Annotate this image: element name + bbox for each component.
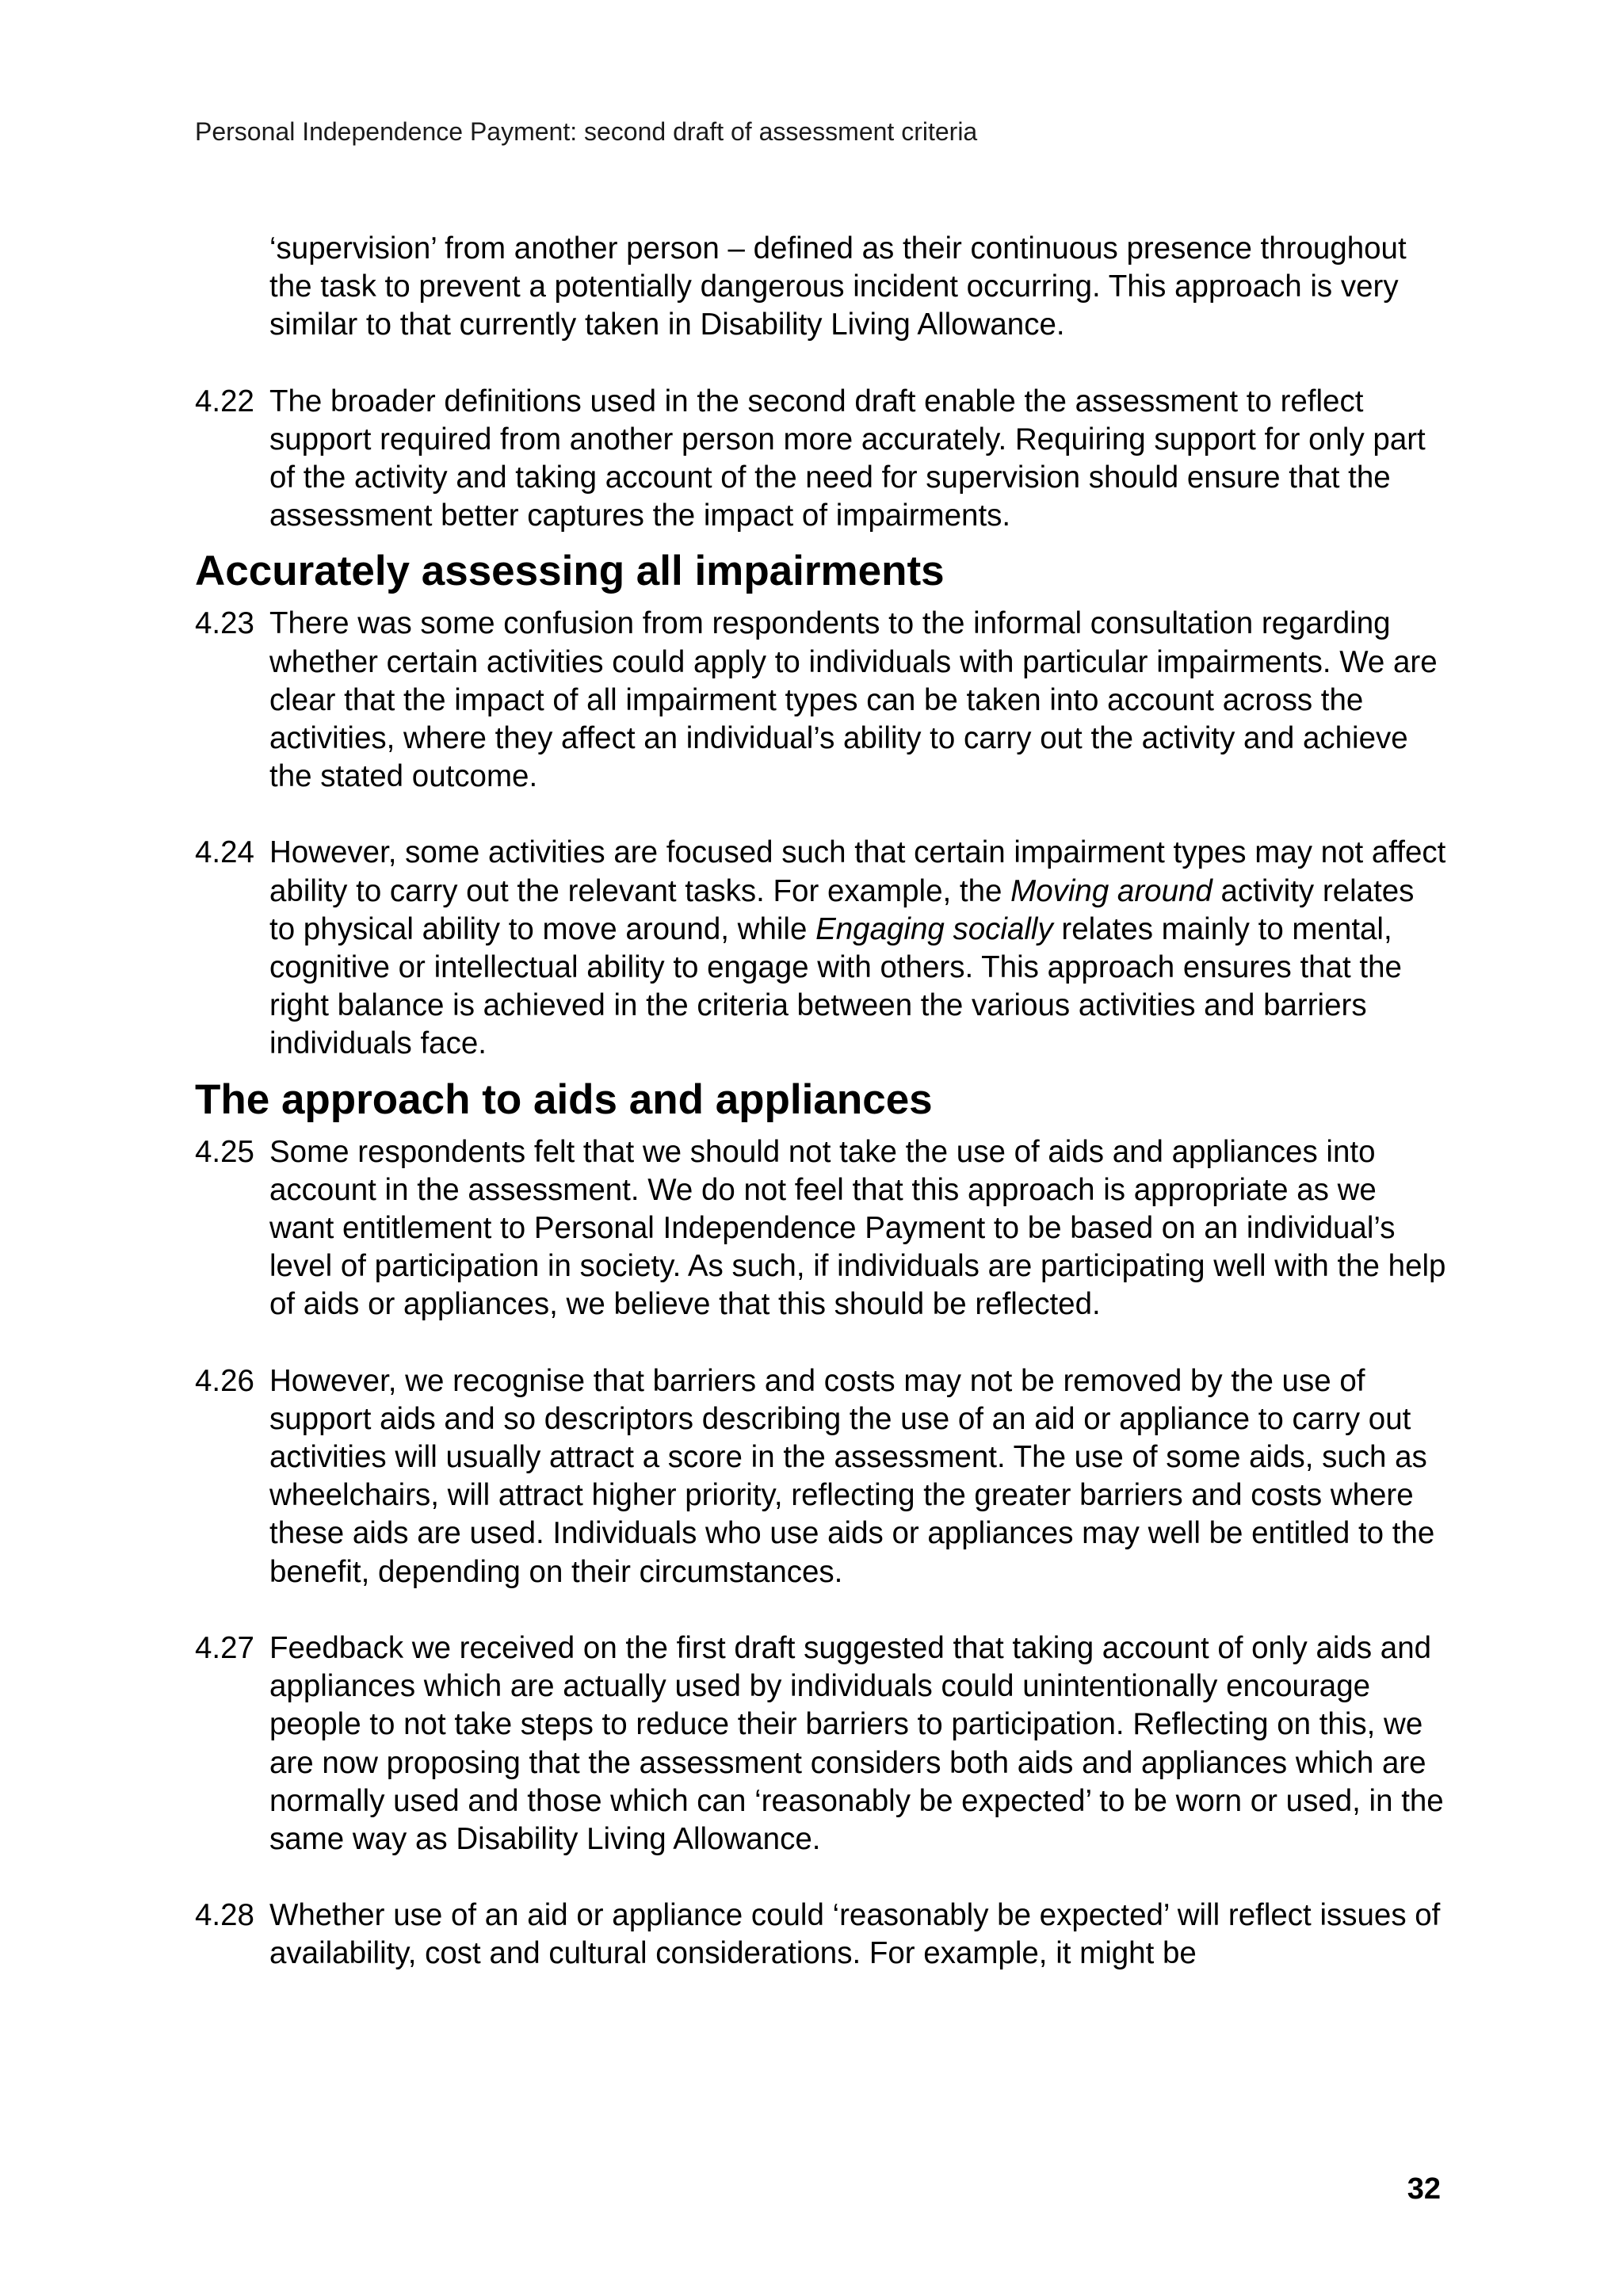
italic-term-moving-around: Moving around: [1010, 873, 1212, 908]
paragraph-4-24: [195, 834, 1447, 1063]
text-segment: relates mainly to mental, cognitive or intellectual ability to engage with others. This approach ensures that the right balance is achieved in the criteria between the various activities and barriers individuals face.: [269, 911, 1402, 1061]
paragraph-text: ‘supervision’ from another person – defined as their continuous presence throughout the task to prevent a potentially dangerous incident occurring. This approach is very similar to that currently taken in Disability Living Allowance.: [269, 231, 1407, 342]
italic-term-engaging-socially: Engaging socially: [815, 911, 1053, 946]
paragraph-text: There was some confusion from respondents to the informal consultation regarding whether certain activities could apply to individuals with particular impairments. We are clear that the impact of all impairment types can be taken into account across the activities, where they affect an individual’s ability to carry out the activity and achieve the stated outcome.: [269, 606, 1438, 794]
paragraph-4-25: [195, 1133, 1447, 1324]
paragraph-text: However, we recognise that barriers and costs may not be removed by the use of support aids and so descriptors describing the use of an aid or appliance to carry out activities will usually attract a score in the assessment. The use of some aids, such as wheelchairs, will attract higher priority, reflecting the greater barriers and costs where these aids are used. Individuals who use aids or appliances may well be entitled to the benefit, depending on their circumstances.: [269, 1363, 1435, 1589]
paragraph-number: 4.25: [195, 1134, 254, 1169]
paragraph-number: 4.26: [195, 1363, 254, 1398]
paragraph-text: Some respondents felt that we should not take the use of aids and appliances into account in the assessment. We do not feel that this approach is appropriate as we want entitlement to Personal Independence Payment to be based on an individual’s level of participation in society. As such, if individuals are participating well with the help of aids or appliances, we believe that this should be reflected.: [269, 1134, 1446, 1322]
paragraph-number: 4.24: [195, 835, 254, 870]
paragraph-4-26: [195, 1362, 1447, 1591]
paragraph-number: 4.27: [195, 1630, 254, 1665]
paragraph-text: The broader definitions used in the second draft enable the assessment to reflect support required from another person more accurately. Requiring support for only part of the activity and taking account of the need for supervision should ensure that the assessment better captures the impact of impairments.: [269, 384, 1426, 533]
section-heading-aids: The approach to aids and appliances: [195, 1075, 933, 1123]
document-body: [195, 230, 1447, 2011]
paragraph-4-22: [195, 383, 1447, 536]
paragraph-4-23: [195, 605, 1447, 796]
paragraph-4-28: [195, 1897, 1447, 1973]
paragraph-text: Feedback we received on the first draft suggested that taking account of only aids and appliances which are actually used by individuals could unintentionally encourage people to not take steps to reduce their barriers to participation. Reflecting on this, we are now proposing that the assessment considers both aids and appliances which are normally used and those which can ‘reasonably be expected’ to be worn or used, in the same way as Disability Living Allowance.: [269, 1630, 1444, 1856]
paragraph-number: 4.28: [195, 1898, 254, 1933]
page-number: 32: [1407, 2172, 1441, 2206]
running-header: Personal Independence Payment: second draft of assessment criteria: [195, 117, 978, 146]
text-segment: activity relates to physical ability to move around, while: [269, 873, 1415, 946]
paragraph-text: [269, 835, 1445, 1060]
paragraph-text: Whether use of an aid or appliance could ‘reasonably be expected’ will reflect issues of availability, cost and cultural considerations. For example, it might be: [269, 1898, 1441, 1971]
paragraph-number: 4.23: [195, 606, 254, 641]
paragraph-4-27: [195, 1629, 1447, 1859]
section-heading-impairments: Accurately assessing all impairments: [195, 548, 945, 595]
paragraph-number: 4.22: [195, 384, 254, 418]
text-segment: However, some activities are focused such that certain impairment types may not affect ability to carry out the relevant tasks. For example, the: [269, 835, 1446, 908]
continued-paragraph: [195, 230, 1447, 345]
